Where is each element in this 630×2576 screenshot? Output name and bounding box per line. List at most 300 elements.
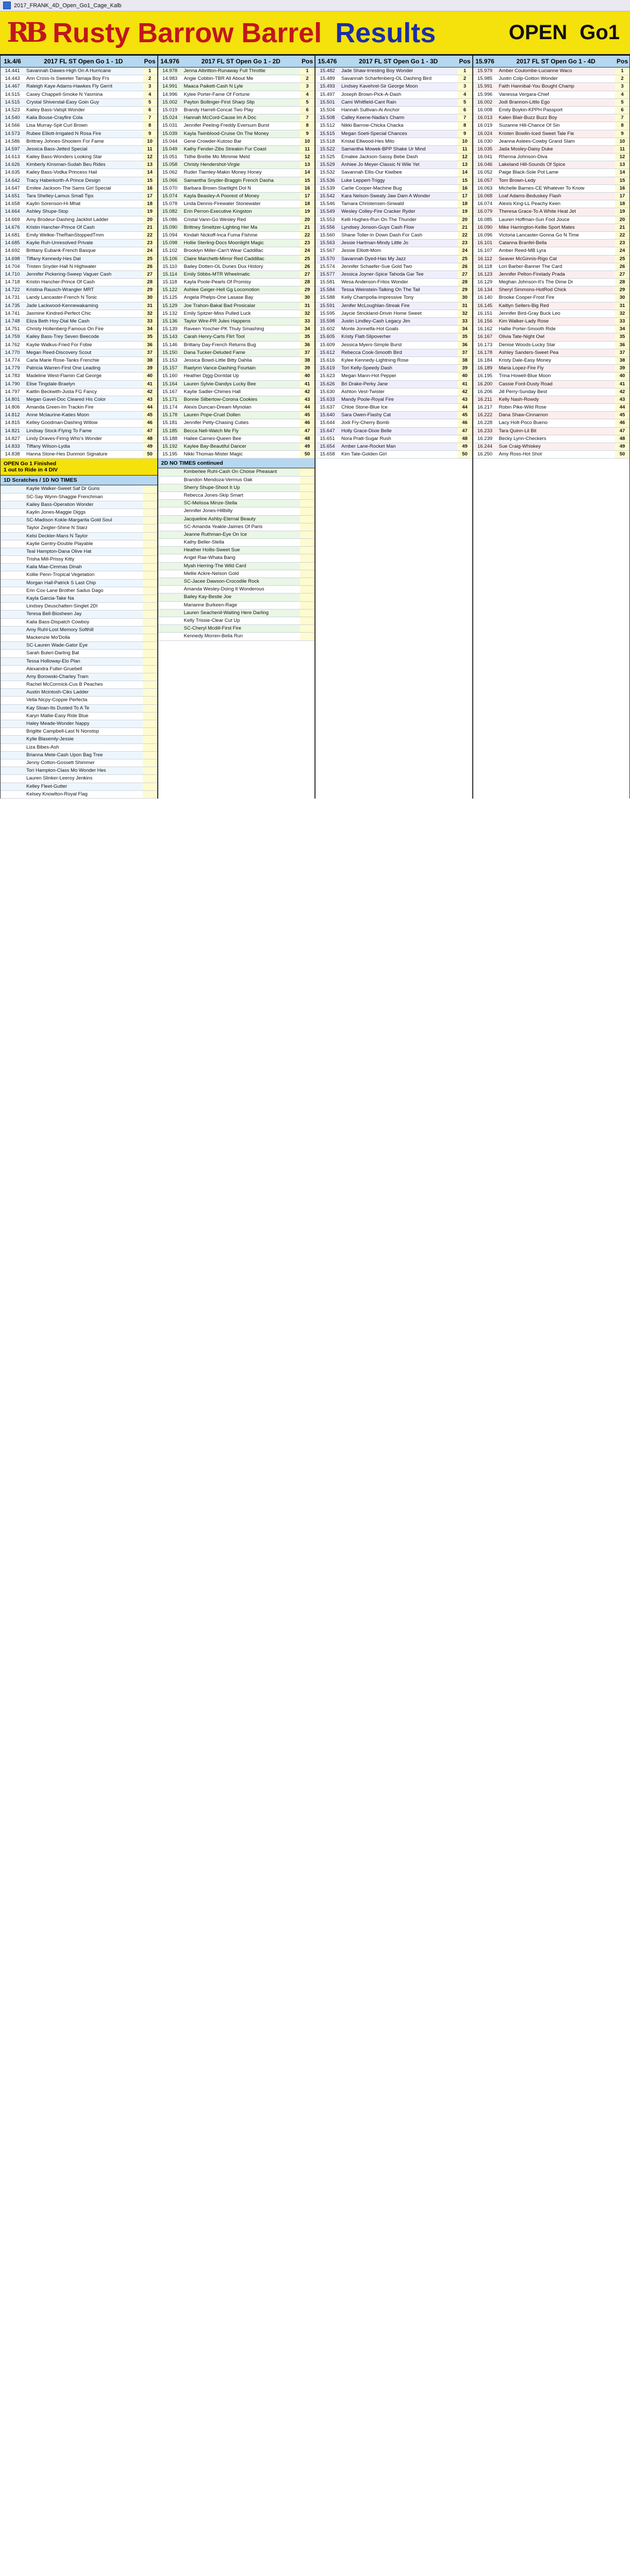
table-row: [1, 759, 157, 767]
rider-horse-cell: Mackenzie Mo'Dolla: [26, 634, 70, 640]
time-cell: [1, 611, 24, 618]
table-row: [1, 161, 157, 169]
position-cell: 45: [615, 412, 629, 419]
rider-horse-cell: Kaylin Jones-Maggie Diggs: [26, 509, 86, 515]
table-row: [1, 689, 157, 697]
table-row: [473, 357, 630, 365]
time-cell: 14.704: [5, 263, 20, 269]
position-cell: 49: [143, 443, 157, 450]
position-cell: 15: [458, 177, 472, 184]
time-cell: 14.833: [5, 444, 20, 449]
time-cell: 15.102: [162, 248, 178, 254]
table-row: [1, 540, 157, 548]
time-cell: 15.139: [162, 326, 178, 332]
table-row: [316, 138, 472, 146]
column-header: [1, 56, 157, 67]
position-cell: 26: [300, 263, 314, 270]
position-cell: 21: [458, 224, 472, 231]
time-cell: 15.623: [320, 373, 335, 379]
position-cell: [143, 533, 157, 540]
time-cell: 15.146: [162, 342, 178, 348]
time-cell: 14.748: [5, 318, 20, 324]
time-cell: 16.228: [477, 420, 493, 426]
table-row: [316, 419, 472, 427]
table-row: [1, 396, 157, 404]
time-cell: 15.044: [162, 138, 178, 144]
position-cell: 28: [615, 279, 629, 286]
position-cell: 39: [458, 365, 472, 372]
rider-horse-cell: Sue Craig-Whiskey: [499, 444, 541, 449]
table-row: [1, 611, 157, 618]
position-cell: 11: [458, 146, 472, 153]
position-cell: 7: [458, 114, 472, 122]
position-cell: 13: [458, 161, 472, 168]
position-cell: [143, 642, 157, 649]
rider-horse-cell: Kristin Hancher-Prince Of Cash: [26, 279, 95, 285]
time-cell: [158, 523, 182, 531]
position-cell: 33: [143, 318, 157, 325]
time-cell: 15.522: [320, 146, 335, 152]
rider-horse-cell: Jennifer Schaefer-Sue Gold Two: [341, 263, 412, 269]
position-cell: 16: [300, 185, 314, 192]
time-cell: [1, 736, 24, 743]
table-row: [1, 75, 157, 83]
time-cell: 14.978: [162, 68, 178, 74]
table-row: [1, 372, 157, 380]
time-cell: [158, 531, 182, 538]
position-cell: 12: [143, 154, 157, 161]
rider-horse-cell: Marianne Burkeen-Rage: [184, 602, 238, 608]
rider-horse-cell: Kelley Fleet-Gutter: [26, 783, 68, 789]
time-cell: 15.985: [477, 76, 493, 82]
table-row: [158, 594, 315, 601]
rider-horse-cell: Megan Mann-Hot Pepper: [341, 373, 396, 379]
time-cell: 16.140: [477, 295, 493, 301]
rider-horse-cell: Justin Lindley-Cash Legacy Jim: [341, 318, 410, 324]
position-cell: 2: [300, 75, 314, 82]
rider-horse-cell: Becky Lynn-Checkers: [499, 435, 546, 442]
time-cell: 15.157: [162, 365, 178, 371]
table-row: [158, 539, 315, 547]
time-cell: 15.644: [320, 420, 335, 426]
table-row: [473, 404, 630, 412]
position-cell: 28: [143, 279, 157, 286]
table-row: [1, 728, 157, 736]
position-cell: [143, 548, 157, 555]
division-title: 2017 FL ST Open Go 1 - 1D: [44, 58, 123, 65]
rider-horse-cell: SC-Amanda Yeakle-Jaimes Of Paris: [184, 523, 263, 530]
rider-horse-cell: Karyn Mallie-Easy Ride Blue: [26, 713, 89, 719]
table-row: [158, 500, 315, 507]
position-cell: 20: [615, 216, 629, 224]
time-cell: 16.068: [477, 193, 493, 199]
table-row: [1, 736, 157, 743]
time-cell: 15.612: [320, 349, 335, 355]
position-cell: 14: [458, 169, 472, 176]
rider-horse-cell: Joe Trahon-Bakal Bad Prosicalar: [184, 302, 256, 309]
position-cell: [300, 633, 314, 640]
position-cell: [143, 650, 157, 657]
position-cell: [143, 658, 157, 665]
rider-horse-cell: Lyndsey Jonson-Guys Cash Flow: [341, 224, 415, 230]
rider-horse-cell: Raleigh Kaye Adams-Hawkes Fly Gerrit: [26, 83, 112, 90]
table-row: [1, 451, 157, 459]
position-cell: 48: [458, 435, 472, 443]
rider-horse-cell: Lauren Sylvie-Dandys Lucky Bee: [184, 381, 256, 387]
position-cell: 11: [615, 146, 629, 153]
position-cell: 19: [300, 208, 314, 215]
rider-horse-cell: Kailey Bass-Wonders Looking Star: [26, 154, 102, 160]
table-row: [158, 146, 315, 154]
rider-horse-cell: Tori Kelly-Speedy Dash: [341, 365, 392, 371]
table-row: [158, 333, 315, 341]
no-time-list: [158, 468, 315, 640]
table-row: [158, 286, 315, 294]
rider-horse-cell: Cami Whitfield-Cant Rain: [341, 99, 396, 105]
time-cell: [1, 720, 24, 727]
time-cell: 14.774: [5, 357, 20, 363]
position-cell: [143, 509, 157, 516]
rider-horse-cell: Amber Coulombe-Lucianne Waco: [499, 68, 572, 74]
rider-horse-cell: Bailey Dotten-OL Dunes Dux History: [184, 263, 263, 269]
rider-horse-cell: Tracy Haberkorth-A Prince Design: [26, 177, 101, 183]
time-cell: 15.002: [162, 99, 178, 105]
time-cell: 15.542: [320, 193, 335, 199]
table-row: [1, 342, 157, 349]
position-cell: 4: [143, 91, 157, 98]
column-header: [473, 56, 630, 67]
table-row: [473, 412, 630, 419]
table-row: [473, 271, 630, 279]
time-cell: 16.178: [477, 349, 493, 355]
rider-horse-cell: Kaila Mae-Cimmas Dinah: [26, 564, 82, 570]
table-row: [1, 619, 157, 626]
time-cell: 14.540: [5, 115, 20, 121]
table-row: [473, 419, 630, 427]
position-cell: 6: [458, 107, 472, 114]
position-cell: 27: [458, 271, 472, 278]
rider-horse-cell: Brooke Cooper-Frost Fire: [499, 295, 555, 301]
time-cell: [1, 517, 24, 524]
position-cell: 35: [300, 333, 314, 341]
rider-horse-cell: Nikki Thomas-Mister Magic: [184, 451, 243, 457]
rider-horse-cell: Teresa Bell-Biosheen Jay: [26, 611, 82, 617]
table-row: [473, 193, 630, 200]
table-row: [1, 571, 157, 579]
table-row: [158, 357, 315, 365]
time-cell: 15.581: [320, 279, 335, 285]
division-column-2d: [158, 56, 316, 799]
position-cell: 45: [458, 412, 472, 419]
position-cell: [143, 666, 157, 673]
time-cell: 15.626: [320, 381, 335, 387]
table-row: [473, 396, 630, 404]
time-cell: 15.584: [320, 287, 335, 293]
time-cell: [158, 500, 182, 507]
position-cell: 27: [615, 271, 629, 278]
table-row: [158, 302, 315, 310]
table-row: [1, 365, 157, 372]
table-row: [316, 146, 472, 154]
position-cell: 22: [143, 232, 157, 239]
table-row: [473, 216, 630, 224]
table-row: [473, 177, 630, 185]
rider-horse-cell: SC-Cheryl Mcdill-First Fire: [184, 625, 241, 632]
rider-horse-cell: Wesley Colley-Fire Cracker Ryder: [341, 209, 416, 215]
position-cell: 16: [615, 185, 629, 192]
rider-horse-cell: Wesa Anderson-Fritos Wonder: [341, 279, 408, 285]
table-row: [473, 67, 630, 75]
position-cell: 12: [300, 154, 314, 161]
time-cell: [158, 468, 182, 476]
position-cell: 23: [143, 240, 157, 247]
rider-horse-cell: Rebecca Jones-Skip Smart: [184, 492, 243, 498]
time-cell: [1, 791, 24, 798]
position-cell: [300, 578, 314, 585]
position-cell: [143, 689, 157, 696]
position-cell: [143, 626, 157, 634]
time-cell: 15.086: [162, 216, 178, 223]
table-row: [1, 302, 157, 310]
time-cell: 14.669: [5, 216, 20, 223]
position-cell: [300, 516, 314, 523]
position-cell: 44: [458, 404, 472, 411]
time-cell: 15.577: [320, 271, 335, 277]
rider-horse-cell: Robin Pike-Wild Rose: [499, 404, 546, 411]
position-cell: 17: [143, 193, 157, 200]
rider-horse-cell: Lisa Murray-Spit Curl Brown: [26, 123, 88, 129]
table-row: [1, 556, 157, 564]
table-row: [158, 468, 315, 476]
position-cell: [300, 586, 314, 593]
rider-horse-cell: Jessica Bowd-Little Bitty Dahlia: [184, 357, 252, 363]
time-cell: [158, 594, 182, 601]
time-cell: [158, 492, 182, 499]
rider-horse-cell: Ashton Vest-Twister: [341, 388, 385, 395]
table-row: [473, 75, 630, 83]
time-cell: 14.692: [5, 248, 20, 254]
table-row: [158, 372, 315, 380]
table-row: [316, 256, 472, 263]
position-cell: 19: [143, 208, 157, 215]
time-cell: 15.106: [162, 256, 178, 262]
table-row: [158, 404, 315, 412]
rider-horse-cell: Jessica Myers-Simple Burst: [341, 342, 402, 348]
rider-horse-cell: Mike Harrington-Kellie Sport Mates: [499, 224, 575, 230]
table-row: [1, 107, 157, 114]
section-subheader: 1D Scratches / 1D NO TIMES: [1, 476, 157, 485]
position-cell: 6: [143, 107, 157, 114]
table-row: [158, 177, 315, 185]
table-row: [316, 318, 472, 326]
position-cell: 46: [615, 419, 629, 427]
table-row: [158, 208, 315, 216]
position-cell: 10: [300, 138, 314, 145]
time-cell: 16.101: [477, 240, 493, 246]
table-row: [1, 673, 157, 681]
position-cell: [300, 554, 314, 562]
time-cell: 14.759: [5, 334, 20, 340]
position-cell: [143, 603, 157, 610]
position-cell: 44: [143, 404, 157, 411]
time-cell: 14.597: [5, 146, 20, 152]
position-cell: 20: [300, 216, 314, 224]
rider-horse-cell: Jenna Albritton-Runaway Full Throttle: [184, 68, 266, 74]
rider-horse-cell: Suzanne Hill-Chance Of Sin: [499, 123, 560, 129]
table-row: [158, 570, 315, 578]
rider-horse-cell: Lindsey Kavehrel-Sir George Moon: [341, 83, 418, 90]
position-cell: [143, 713, 157, 720]
position-cell: 18: [615, 200, 629, 208]
position-cell: 15: [300, 177, 314, 184]
time-header: 1k.4/6: [4, 58, 21, 65]
rider-horse-cell: Heather Djgg-Dontdat Up: [184, 373, 239, 379]
position-cell: 43: [143, 396, 157, 403]
time-cell: [158, 617, 182, 624]
time-cell: 15.560: [320, 232, 335, 238]
rider-horse-cell: Maaca Paikett-Cash N Lyle: [184, 83, 243, 90]
position-cell: 7: [615, 114, 629, 122]
position-cell: 44: [615, 404, 629, 411]
time-cell: 15.019: [162, 107, 178, 113]
position-cell: 24: [143, 247, 157, 255]
time-cell: [1, 548, 24, 555]
table-row: [473, 349, 630, 357]
rider-horse-cell: Joseph Brown-Pick-A-Dash: [341, 91, 402, 97]
rider-horse-cell: Kimberly Kinsman-Sudah Beu Rides: [26, 162, 106, 168]
rider-horse-cell: Bonnie Silbertow-Corona Cookies: [184, 396, 258, 402]
table-row: [1, 443, 157, 451]
position-cell: 37: [615, 349, 629, 357]
table-row: [158, 365, 315, 372]
position-cell: 32: [458, 310, 472, 317]
rider-horse-cell: Kaylie Walkus-Fried For Fobie: [26, 342, 92, 348]
rider-horse-cell: Crystal Shiverstal-Easy Goin Guy: [26, 99, 99, 105]
table-row: [1, 114, 157, 122]
rider-horse-cell: Savannah Ellis-Our Kiwibee: [341, 170, 402, 176]
position-cell: [300, 477, 314, 484]
rider-horse-cell: Loaf Adams-Beduskey Flash: [499, 193, 561, 199]
position-cell: 47: [458, 428, 472, 435]
time-cell: 15.654: [320, 444, 335, 449]
time-cell: 16.206: [477, 388, 493, 395]
time-cell: 16.063: [477, 185, 493, 191]
position-cell: 13: [615, 161, 629, 168]
table-row: [1, 533, 157, 540]
time-cell: 14.779: [5, 365, 20, 371]
position-cell: [300, 484, 314, 492]
table-row: [1, 185, 157, 193]
time-cell: 16.233: [477, 428, 493, 434]
rider-horse-cell: Savannah Dawes-High On A Hurricane: [26, 68, 111, 74]
table-row: [1, 279, 157, 286]
rider-horse-cell: Amy Ruhl-Lost Memory Softhill: [26, 626, 94, 633]
position-cell: 24: [300, 247, 314, 255]
position-cell: 48: [143, 435, 157, 443]
rider-horse-cell: Tamara Christensen-Sinwald: [341, 201, 404, 207]
rider-horse-cell: Hannah Sullivan-Ai Anchor: [341, 107, 400, 113]
rider-horse-cell: Mellie Ackre-Nelson Gold: [184, 570, 239, 577]
table-row: [158, 256, 315, 263]
time-cell: 14.797: [5, 388, 20, 395]
table-row: [158, 492, 315, 500]
pos-header: Pos: [144, 58, 156, 65]
division-column-3d: [315, 56, 473, 799]
time-cell: 15.637: [320, 404, 335, 411]
rider-horse-cell: Madeline West-Flamin Cat George: [26, 373, 102, 379]
table-row: [473, 208, 630, 216]
rider-horse-cell: SC-Lauren Wade-Gator Eye: [26, 642, 88, 649]
rider-horse-cell: SC-Jacee Dawson-Crocodile Rock: [184, 579, 259, 584]
table-row: [1, 193, 157, 200]
position-cell: 42: [615, 388, 629, 396]
time-cell: 15.605: [320, 334, 335, 340]
time-cell: 14.626: [5, 162, 20, 168]
position-cell: 3: [458, 83, 472, 90]
rider-horse-cell: Ashley Sanders-Sweet Pea: [499, 349, 559, 355]
time-cell: 15.195: [162, 451, 178, 457]
time-cell: 15.647: [320, 428, 335, 434]
table-row: [1, 697, 157, 704]
rider-horse-cell: Kimberlee Ruhl-Cash On Choise Pheasant: [184, 469, 277, 475]
rider-horse-cell: Michelle Barnes-CE Whatever To Know: [499, 185, 585, 191]
time-cell: [158, 539, 182, 546]
table-row: [316, 208, 472, 216]
rider-horse-cell: Samantha Mowek-BPP Shake Ur Mind: [341, 146, 426, 152]
rider-horse-cell: Kaylie Walker-Sweet Saf Dr Guns: [26, 486, 100, 492]
time-cell: [1, 580, 24, 587]
rider-horse-cell: Jenifer McLoughlan-Streak Fire: [341, 302, 410, 309]
position-cell: 35: [458, 333, 472, 341]
time-cell: 15.024: [162, 115, 178, 121]
position-cell: 4: [300, 91, 314, 98]
table-row: [473, 256, 630, 263]
rider-horse-cell: Nora Pratt-Sugar Rush: [341, 435, 391, 442]
window-titlebar: [0, 0, 630, 11]
rider-horse-cell: Carah Henry-Carts Flirt Tool: [184, 334, 245, 340]
time-cell: 14.515: [5, 91, 20, 97]
time-cell: [1, 666, 24, 673]
time-cell: 16.184: [477, 357, 493, 363]
position-cell: 27: [143, 271, 157, 278]
time-cell: 14.664: [5, 209, 20, 215]
rider-horse-cell: Jennifer Bird-Gray Buck Leo: [499, 310, 560, 316]
table-row: [316, 154, 472, 161]
position-cell: 10: [458, 138, 472, 145]
time-cell: [1, 494, 24, 501]
rider-horse-cell: Bailey Kay-Bestie Joe: [184, 594, 231, 600]
table-row: [158, 91, 315, 99]
position-cell: 9: [615, 130, 629, 138]
position-cell: [300, 500, 314, 507]
table-row: [158, 507, 315, 515]
table-row: [1, 580, 157, 587]
rider-horse-cell: Jill Perry-Sunday Best: [499, 388, 547, 395]
rider-horse-cell: Gene Crowder-Kutoso Bar: [184, 138, 242, 144]
rider-horse-cell: Becca Nell-Watch Me Fly: [184, 428, 239, 434]
time-cell: 14.658: [5, 201, 20, 207]
time-cell: 14.838: [5, 451, 20, 457]
time-cell: [1, 564, 24, 571]
table-row: [1, 99, 157, 107]
table-row: [316, 412, 472, 419]
table-row: [316, 381, 472, 388]
rider-horse-cell: Denise Woods-Lucky Star: [499, 342, 556, 348]
rider-horse-cell: Vella Nicpy-Coppie Perfecta: [26, 697, 88, 703]
position-cell: 47: [143, 428, 157, 435]
pos-header: Pos: [301, 58, 313, 65]
time-cell: 14.523: [5, 107, 20, 113]
